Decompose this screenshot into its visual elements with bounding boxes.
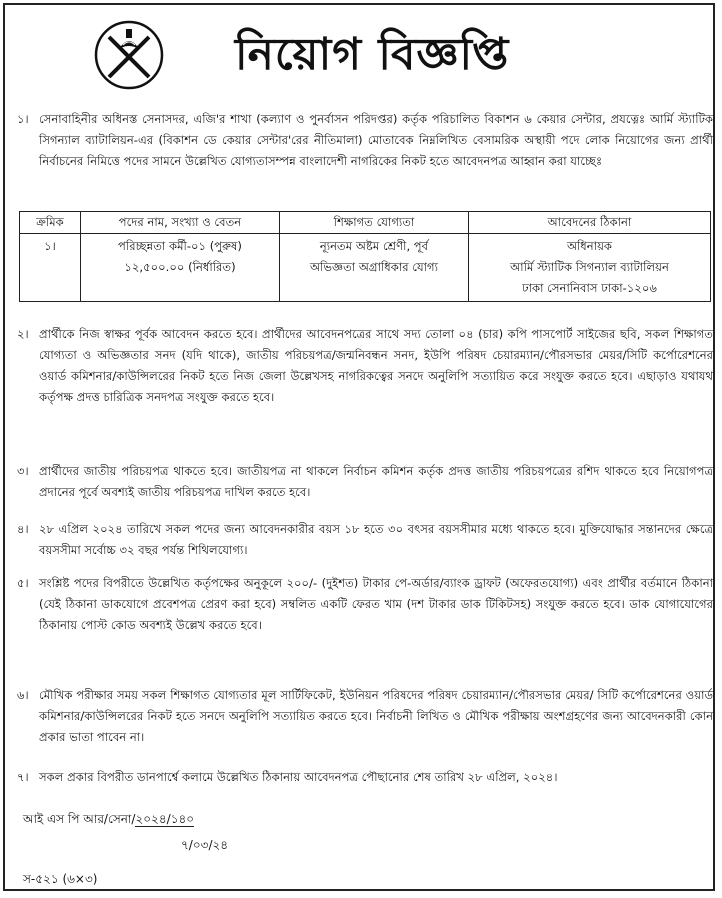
page-title: নিয়োগ বিজ্ঞপ্তি <box>235 29 510 80</box>
cell-qualification <box>280 234 469 302</box>
post-salary: ১২,৫০০.০০ (নির্ধারিত) <box>124 260 236 274</box>
address-line-1: অধিনায়ক <box>566 239 613 253</box>
paragraph-number: ৫। <box>17 576 29 590</box>
paragraph-text: প্রার্থীদের জাতীয় পরিচয়পত্র থাকতে হবে। জাতীয়পত্র না থাকলে নির্বাচন কমিশন কর্তৃক প্রদত্ত জাতীয় পরিচয়পত্রের রশিদ থাকতে হবে নিয়োগপত্র প্রদানের পূর্বে অবশ্যই জাতীয় পরিচয়পত্র দাখিল করতে হবে। <box>39 464 713 499</box>
paragraph-number: ৩। <box>17 464 29 478</box>
table-header-row <box>20 212 711 234</box>
cell-serial: ১। <box>20 234 81 302</box>
paragraph-text: সকল প্রকার বিপরীত ডানপার্শ্বে কলামে উল্লেখিত ঠিকানায় আবেদনপত্র পৌছানোর শেষ তারিখ ২৮ এপ্রিল, ২০২৪। <box>39 770 558 784</box>
paragraph-2 <box>17 324 713 408</box>
reference-number <box>23 811 194 831</box>
col-address: আবেদনের ঠিকানা <box>469 212 711 234</box>
reference-value: ২০২৪/১৪০ <box>135 812 195 826</box>
paragraph-text: সংশ্লিষ্ট পদের বিপরীতে উল্লেখিত কর্তৃপক্ষের অনুকূলে ২০০/- (দুইশত) টাকার পে-অর্ডার/ব্যাংক ড্রাফট (অফেরতযোগ্য) এবং প্রার্থীর বর্তমানে ঠিকানা (যেই ঠিকানা ডাকযোগে প্রবেশপত্র প্রেরণ করা হবে) সম্বলিত একটি ফেরত খাম (দশ টাকার ডাক টিকিটসহ) সংযুক্ত করতে হবে। ডাক যোগাযোগের ঠিকানায় পোস্ট কোড অবশ্যই উল্লেখ করতে হবে। <box>39 576 713 632</box>
paragraph-number: ৪। <box>17 522 29 536</box>
paragraph-4 <box>17 519 713 561</box>
cell-post <box>81 234 280 302</box>
paragraph-number: ২। <box>17 327 29 341</box>
reference-prefix: আই এস পি আর/সেনা/ <box>23 812 136 826</box>
col-serial: ক্রমিক <box>20 212 81 234</box>
notice-code: স-৫২১ (৬×৩) <box>23 872 98 886</box>
paragraph-text: মৌখিক পরীক্ষার সময় সকল শিক্ষাগত যোগ্যতার মূল সার্টিফিকেট, ইউনিয়ন পরিষদের পরিষদ চেয়ারম্যান/পৌরসভার মেয়র/ সিটি কর্পোরেশনের ওয়ার্ড কমিশনার/কাউন্সিলরের নিকট হতে সনদে অনুলিপি সত্যায়িত করতে হবে। নির্বাচনী লিখিত ও মৌখিক পরীক্ষায় অংশগ্রহণের জন্য আবেদনকারী কোন প্রকার ভাতা পাবেন না। <box>39 688 713 744</box>
post-name: পরিচ্ছন্নতা কর্মী-০১ (পুরুষ) <box>118 239 242 253</box>
paragraph-number: ৭। <box>17 770 29 784</box>
paragraph-5 <box>17 573 713 636</box>
qualification-line-2: অভিজ্ঞতা অগ্রাধিকার যোগ্য <box>310 260 438 274</box>
table-row <box>20 234 711 302</box>
paragraph-number: ৬। <box>17 688 29 702</box>
address-line-3: ঢাকা সেনানিবাস ঢাকা-১২০৬ <box>522 281 657 295</box>
army-emblem-icon <box>93 19 165 91</box>
paragraph-7 <box>17 767 713 788</box>
cell-address <box>469 234 711 302</box>
paragraph-1 <box>17 109 713 172</box>
address-line-2: আর্মি স্ট্যাটিক সিগন্যাল ব্যাটালিয়ন <box>510 260 669 274</box>
header <box>5 5 713 101</box>
col-qualification: শিক্ষাগত যোগ্যতা <box>280 212 469 234</box>
paragraph-number: ১। <box>17 112 29 126</box>
col-post: পদের নাম, সংখ্যা ও বেতন <box>81 212 280 234</box>
paragraph-3 <box>17 461 713 503</box>
vacancy-table <box>19 211 711 302</box>
qualification-line-1: ন্যূনতম অষ্টম শ্রেণী, পূর্ব <box>319 239 429 253</box>
paragraph-text: প্রার্থীকে নিজ স্বাক্ষর পূর্বক আবেদন করতে হবে। প্রার্থীদের আবেদনপত্রের সাথে সদ্য তোলা ০৪ (চার) কপি পাসপোর্ট সাইজের ছবি, সকল শিক্ষাগত যোগ্যতা ও অভিজ্ঞতার সনদ (যদি থাকে), জাতীয় পরিচয়পত্র/জন্মনিবন্ধন সনদ, ইউপি পরিষদ চেয়ারম্যান/পৌরসভার মেয়র/সিটি কর্পোরেশনের ওয়ার্ড কমিশনার/কাউন্সিলরের নিকট হতে নিজ জেলা উল্লেখসহ নাগরিকত্বের সনদে অনুলিপি সত্যায়িত করে সংযুক্ত করতে হবে। এছাড়াও যথাযথ কর্তৃপক্ষ প্রদত্ত চারিত্রিক সনদপত্র সংযুক্ত করতে হবে। <box>39 327 713 404</box>
paragraph-6 <box>17 685 713 748</box>
notice-frame <box>3 3 715 891</box>
paragraph-text: সেনাবাহিনীর অধিনস্ত সেনাসদর, এজি'র শাখা (কল্যাণ ও পুনর্বাসন পরিদপ্তর) কর্তৃক পরিচালিত বিকাশন ৬ কেয়ার সেন্টার, প্রযত্নেঃ আর্মি স্ট্যাটিক সিগন্যাল ব্যাটালিয়ন-এর (বিকাশন ডে কেয়ার সেন্টার'রের নীতিমালা) মোতাবেক নিম্নলিখিত বেসামরিক অস্থায়ী পদে লোক নিয়োগের জন্য প্রার্থী নির্বাচনের নিমিত্তে পদের সামনে উল্লেখিত যোগ্যতাসম্পন্ন বাংলাদেশী নাগরিকের নিকট হতে আবেদনপত্র আহ্বান করা যাচ্ছেঃ <box>39 112 713 168</box>
reference-date: ৭/০৩/২৪ <box>181 838 229 852</box>
paragraph-text: ২৮ এপ্রিল ২০২৪ তারিখে সকল পদের জন্য আবেদনকারীর বয়স ১৮ হতে ৩০ বৎসর বয়সসীমার মধ্যে থাকতে হবে। মুক্তিযোদ্ধার সন্তানদের ক্ষেত্রে বয়সসীমা সর্বোচ্চ ৩২ বছর পর্যন্ত শিথিলযোগ্য। <box>39 522 713 557</box>
